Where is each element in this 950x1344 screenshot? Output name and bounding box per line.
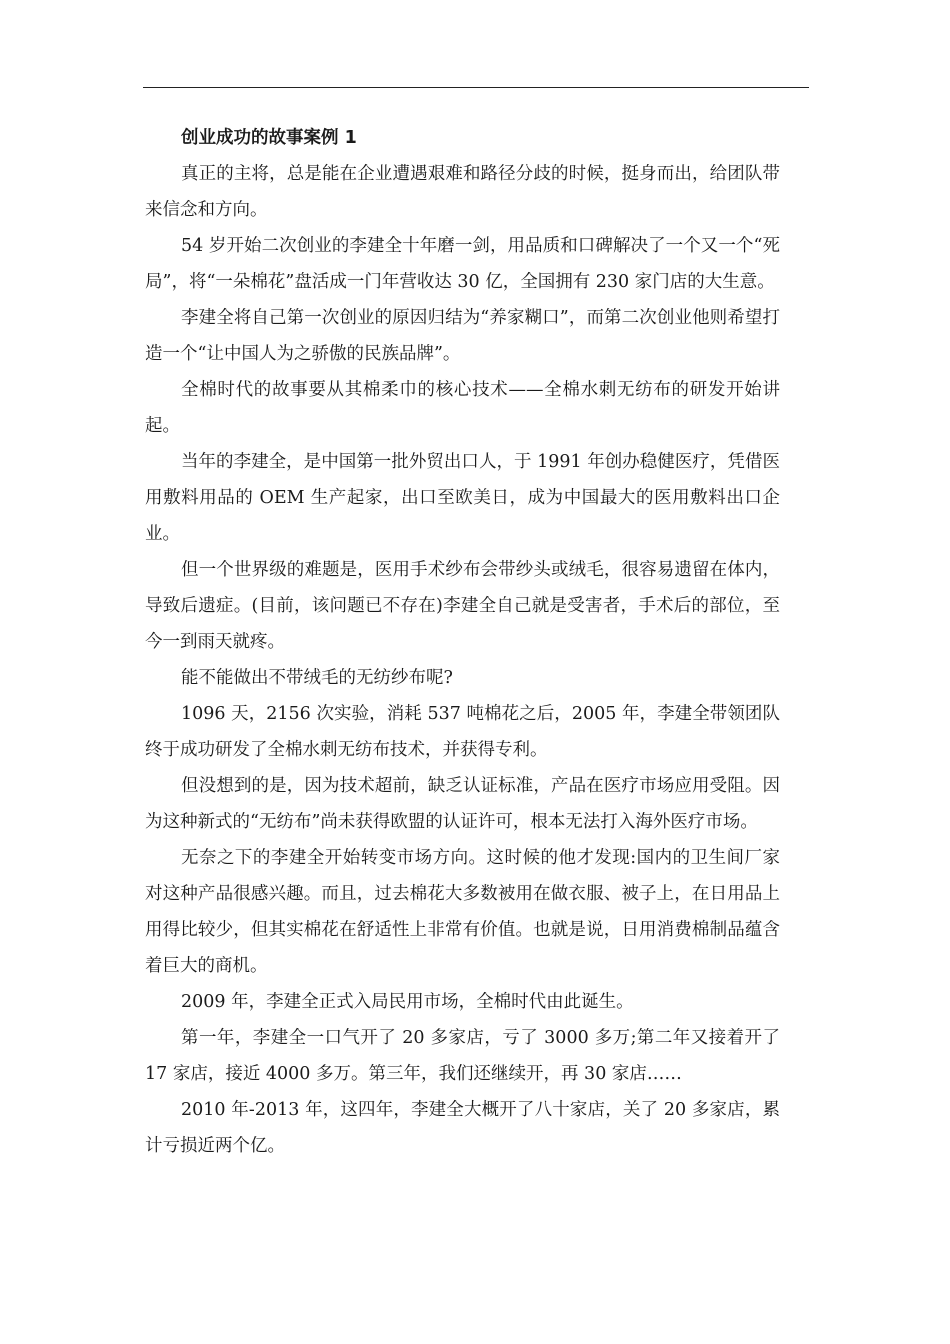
paragraph: 无奈之下的李建全开始转变市场方向。这时候的他才发现:国内的卫生间厂家对这种产品很感兴趣。而且，过去棉花大多数被用在做衣服、被子上，在日用品上用得比较少，但其实棉花在舒适性上非常有价值。也就是说，日用消费棉制品蕴含着巨大的商机。 xyxy=(145,848,780,976)
paragraph: 李建全将自己第一次创业的原因归结为“养家糊口”，而第二次创业他则希望打造一个“让中国人为之骄傲的民族品牌”。 xyxy=(145,308,780,364)
paragraph: 当年的李建全，是中国第一批外贸出口人，于 1991 年创办稳健医疗，凭借医用敷料用品的 OEM 生产起家，出口至欧美日，成为中国最大的医用敷料出口企业。 xyxy=(145,452,780,544)
paragraph: 2010 年-2013 年，这四年，李建全大概开了八十家店，关了 20 多家店，累计亏损近两个亿。 xyxy=(145,1100,780,1156)
paragraph: 真正的主将，总是能在企业遭遇艰难和路径分歧的时候，挺身而出，给团队带来信念和方向。 xyxy=(145,164,780,220)
document-body xyxy=(145,120,780,1164)
paragraph: 54 岁开始二次创业的李建全十年磨一剑，用品质和口碑解决了一个又一个“死局”，将“一朵棉花”盘活成一门年营收达 30 亿，全国拥有 230 家门店的大生意。 xyxy=(145,236,780,292)
paragraph: 第一年，李建全一口气开了 20 多家店，亏了 3000 多万;第二年又接着开了 17 家店，接近 4000 多万。第三年，我们还继续开，再 30 家店…… xyxy=(145,1028,780,1084)
paragraph: 但一个世界级的难题是，医用手术纱布会带纱头或绒毛，很容易遗留在体内，导致后遗症。(目前，该问题已不存在)李建全自己就是受害者，手术后的部位，至今一到雨天就疼。 xyxy=(145,560,780,652)
paragraph: 全棉时代的故事要从其棉柔巾的核心技术——全棉水刺无纺布的研发开始讲起。 xyxy=(145,380,780,436)
paragraph: 能不能做出不带绒毛的无纺纱布呢? xyxy=(181,668,453,688)
paragraph: 2009 年，李建全正式入局民用市场，全棉时代由此诞生。 xyxy=(181,992,634,1012)
header-rule xyxy=(143,87,809,88)
paragraph: 但没想到的是，因为技术超前，缺乏认证标准，产品在医疗市场应用受阻。因为这种新式的“无纺布”尚未获得欧盟的认证许可，根本无法打入海外医疗市场。 xyxy=(145,776,780,832)
paragraph: 1096 天，2156 次实验，消耗 537 吨棉花之后，2005 年，李建全带领团队终于成功研发了全棉水刺无纺布技术，并获得专利。 xyxy=(145,704,780,760)
document-title: 创业成功的故事案例 1 xyxy=(181,128,357,148)
